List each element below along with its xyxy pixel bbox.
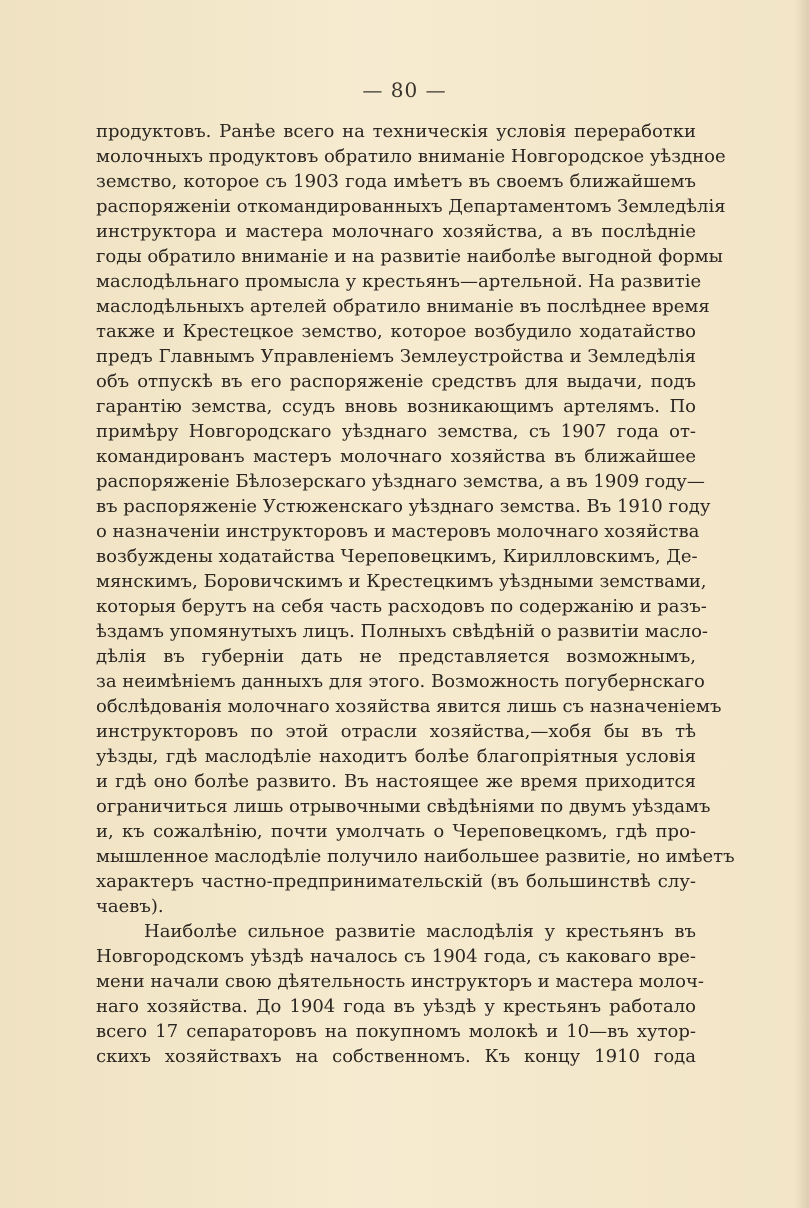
- text-line: которыя берутъ на себя часть расходовъ по содержанію и разъ-: [96, 596, 707, 617]
- text-line: годы обратило вниманіе и на развитіе наиболѣе выгодной формы: [96, 246, 723, 267]
- text-line: распоряженіе Бѣлозерскаго уѣзднаго земства, а въ 1909 году—: [96, 471, 705, 492]
- text-line: чаевъ).: [96, 896, 164, 917]
- text-line: уѣзды, гдѣ маслодѣліе находитъ болѣе благопріятныя условія: [96, 746, 696, 767]
- text-line: мени начали свою дѣятельность инструкторъ и мастера молоч-: [96, 971, 704, 992]
- text-line: возбуждены ходатайства Череповецкимъ, Кирилловскимъ, Де-: [96, 546, 698, 567]
- page-number: — 80 —: [362, 78, 447, 102]
- text-line: маслодѣльнаго промысла у крестьянъ—артельной. На развитіе: [96, 271, 702, 292]
- text-line: инструктора и мастера молочнаго хозяйства, а въ послѣдніе: [96, 221, 696, 242]
- paragraph-first-line: Наиболѣе сильное развитіе маслодѣлія у крестьянъ въ: [144, 921, 696, 942]
- text-line: мянскимъ, Боровичскимъ и Крестецкимъ уѣздными земствами,: [96, 571, 707, 592]
- text-line: распоряженіи откомандированныхъ Департаментомъ Земледѣлія: [96, 196, 726, 217]
- text-line: командированъ мастеръ молочнаго хозяйства въ ближайшее: [96, 446, 696, 467]
- text-line: скихъ хозяйствахъ на собственномъ. Къ концу 1910 года: [96, 1046, 696, 1067]
- text-line: предъ Главнымъ Управленіемъ Землеустройства и Земледѣлія: [96, 346, 696, 367]
- text-line: также и Крестецкое земство, которое возбудило ходатайство: [96, 321, 696, 342]
- text-line: о назначеніи инструкторовъ и мастеровъ молочнаго хозяйства: [96, 521, 700, 542]
- text-line: за неимѣніемъ данныхъ для этого. Возможность погубернскаго: [96, 671, 705, 692]
- text-line: характеръ частно-предпринимательскій (въ большинствѣ слу-: [96, 871, 696, 892]
- text-line: объ отпускѣ въ его распоряженіе средствъ для выдачи, подъ: [96, 371, 696, 392]
- text-line: въ распоряженіе Устюженскаго уѣзднаго земства. Въ 1910 году: [96, 496, 711, 517]
- text-line: инструкторовъ по этой отрасли хозяйства,—хобя бы въ тѣ: [96, 721, 696, 742]
- text-line: гарантію земства, ссудъ вновь возникающимъ артелямъ. По: [96, 396, 696, 417]
- text-line: маслодѣльныхъ артелей обратило вниманіе въ послѣднее время: [96, 296, 710, 317]
- text-line: обслѣдованія молочнаго хозяйства явится лишь съ назначеніемъ: [96, 696, 722, 717]
- text-line: мышленное маслодѣліе получило наибольшее развитіе, но имѣетъ: [96, 846, 735, 867]
- text-line: и, къ сожалѣнію, почти умолчать о Череповецкомъ, гдѣ про-: [96, 821, 696, 842]
- text-line: молочныхъ продуктовъ обратило вниманіе Новгородское уѣздное: [96, 146, 726, 167]
- text-line: земство, которое съ 1903 года имѣетъ въ своемъ ближайшемъ: [96, 171, 696, 192]
- text-line: Новгородскомъ уѣздѣ началось съ 1904 года, съ каковаго вре-: [96, 946, 696, 967]
- text-line: наго хозяйства. До 1904 года въ уѣздѣ у крестьянъ работало: [96, 996, 696, 1017]
- text-line: продуктовъ. Ранѣе всего на техническія условія переработки: [96, 121, 696, 142]
- page-edge-shadow: [795, 0, 809, 1208]
- text-line: примѣру Новгородскаго уѣзднаго земства, съ 1907 года от-: [96, 421, 696, 442]
- text-line: и гдѣ оно болѣе развито. Въ настоящее же время приходится: [96, 771, 696, 792]
- text-line: ограничиться лишь отрывочными свѣдѣніями по двумъ уѣздамъ: [96, 796, 711, 817]
- text-line: дѣлія въ губерніи дать не представляется возможнымъ,: [96, 646, 696, 667]
- text-line: всего 17 сепараторовъ на покупномъ молокѣ и 10—въ хутор-: [96, 1021, 696, 1042]
- text-line: ѣздамъ упомянутыхъ лицъ. Полныхъ свѣдѣній о развитіи масло-: [96, 621, 708, 642]
